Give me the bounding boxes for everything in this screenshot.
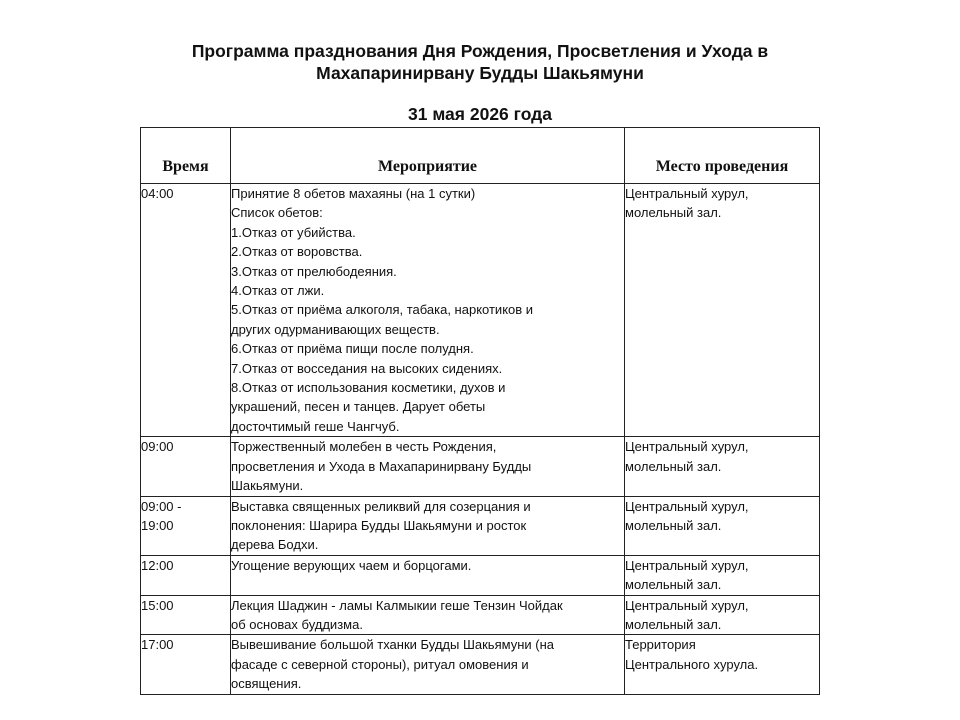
place-line: Центральный хурул, [625,186,749,201]
time-cell [141,496,231,555]
table-body [141,184,820,695]
event-cell [231,595,625,635]
place-line: Центральный хурул, [625,498,749,514]
time-cell [141,595,231,635]
event-line: Выставка священных реликвий для созерцания и [231,498,531,514]
document-title [100,40,860,84]
table-row [141,437,820,496]
place-line: молельный зал. [625,577,722,593]
title-line: Программа празднования Дня Рождения, Просветления и Ухода в [191,41,769,61]
table-row [141,595,820,635]
place-line: Центральный хурул, [625,597,749,613]
event-cell [231,184,625,437]
event-line: Список обетов: [231,205,323,221]
place-cell [625,635,820,694]
time-line: 17:00 [141,637,174,653]
table-row [141,635,820,694]
event-line: Вывешивание большой тханки Будды Шакьямуни (на [231,637,554,653]
place-line: молельный зал. [625,517,722,533]
place-line: Центрального хурула. [625,656,759,672]
column-header-place: Место проведения [625,128,820,184]
column-header-event: Мероприятие [231,128,625,184]
event-line: фасаде с северной стороны), ритуал омовения и [231,656,529,672]
document-date: 31 мая 2026 года [408,104,552,124]
place-cell [625,555,820,595]
event-cell [231,635,625,694]
event-line: других одурманивающих веществ. [231,321,440,337]
event-line: 7.Отказ от восседания на высоких сидениях. [231,360,503,376]
time-cell [141,437,231,496]
time-line: 09:00 - [141,498,182,514]
place-line: молельный зал. [625,205,722,221]
time-cell [141,555,231,595]
event-line: 1.Отказ от убийства. [231,224,356,240]
time-line: 15:00 [141,597,174,613]
event-line: Шакьямуни. [231,478,304,494]
time-line: 19:00 [141,517,174,533]
event-line: об основах буддизма. [231,616,363,632]
event-line: 2.Отказ от воровства. [231,244,363,260]
event-line: Принятие 8 обетов махаяны (на 1 сутки) [231,186,476,201]
event-line: 6.Отказ от приёма пищи после полудня. [231,341,474,357]
place-cell [625,496,820,555]
time-line: 12:00 [141,557,174,573]
program-table [140,127,820,695]
table-row [141,184,820,437]
table-row [141,555,820,595]
event-line: просветления и Ухода в Махапаринирвану Будды [231,458,532,474]
table-row [141,496,820,555]
time-cell [141,635,231,694]
event-line: Угощение верующих чаем и борцогами. [231,557,472,573]
event-line: украшений, песен и танцев. Дарует обеты [231,399,486,415]
time-line: 04:00 [141,186,174,201]
event-line: дерева Бодхи. [231,537,319,553]
event-line: освящения. [231,676,302,692]
table-header-row [141,128,820,184]
event-line: 3.Отказ от прелюбодеяния. [231,263,397,279]
place-line: Центральный хурул, [625,439,749,455]
event-cell [231,496,625,555]
event-line: 8.Отказ от использования косметики, духов и [231,380,506,396]
place-line: Территория [625,637,696,653]
time-cell [141,184,231,437]
place-line: Центральный хурул, [625,557,749,573]
time-line: 09:00 [141,439,174,455]
event-line: Лекция Шаджин - ламы Калмыкии геше Тензин Чойдак [231,597,563,613]
place-cell [625,437,820,496]
event-line: досточтимый геше Чангчуб. [231,418,400,434]
event-cell [231,437,625,496]
place-line: молельный зал. [625,458,722,474]
place-cell [625,595,820,635]
event-line: поклонения: Шарира Будды Шакьямуни и росток [231,517,527,533]
event-line: 5.Отказ от приёма алкоголя, табака, наркотиков и [231,302,534,318]
place-line: молельный зал. [625,616,722,632]
event-line: 4.Отказ от лжи. [231,283,325,299]
event-line: Торжественный молебен в честь Рождения, [231,439,497,455]
event-cell [231,555,625,595]
title-line: Махапаринирвану Будды Шакьямуни [316,63,644,83]
place-cell [625,184,820,437]
column-header-time: Время [141,128,231,184]
